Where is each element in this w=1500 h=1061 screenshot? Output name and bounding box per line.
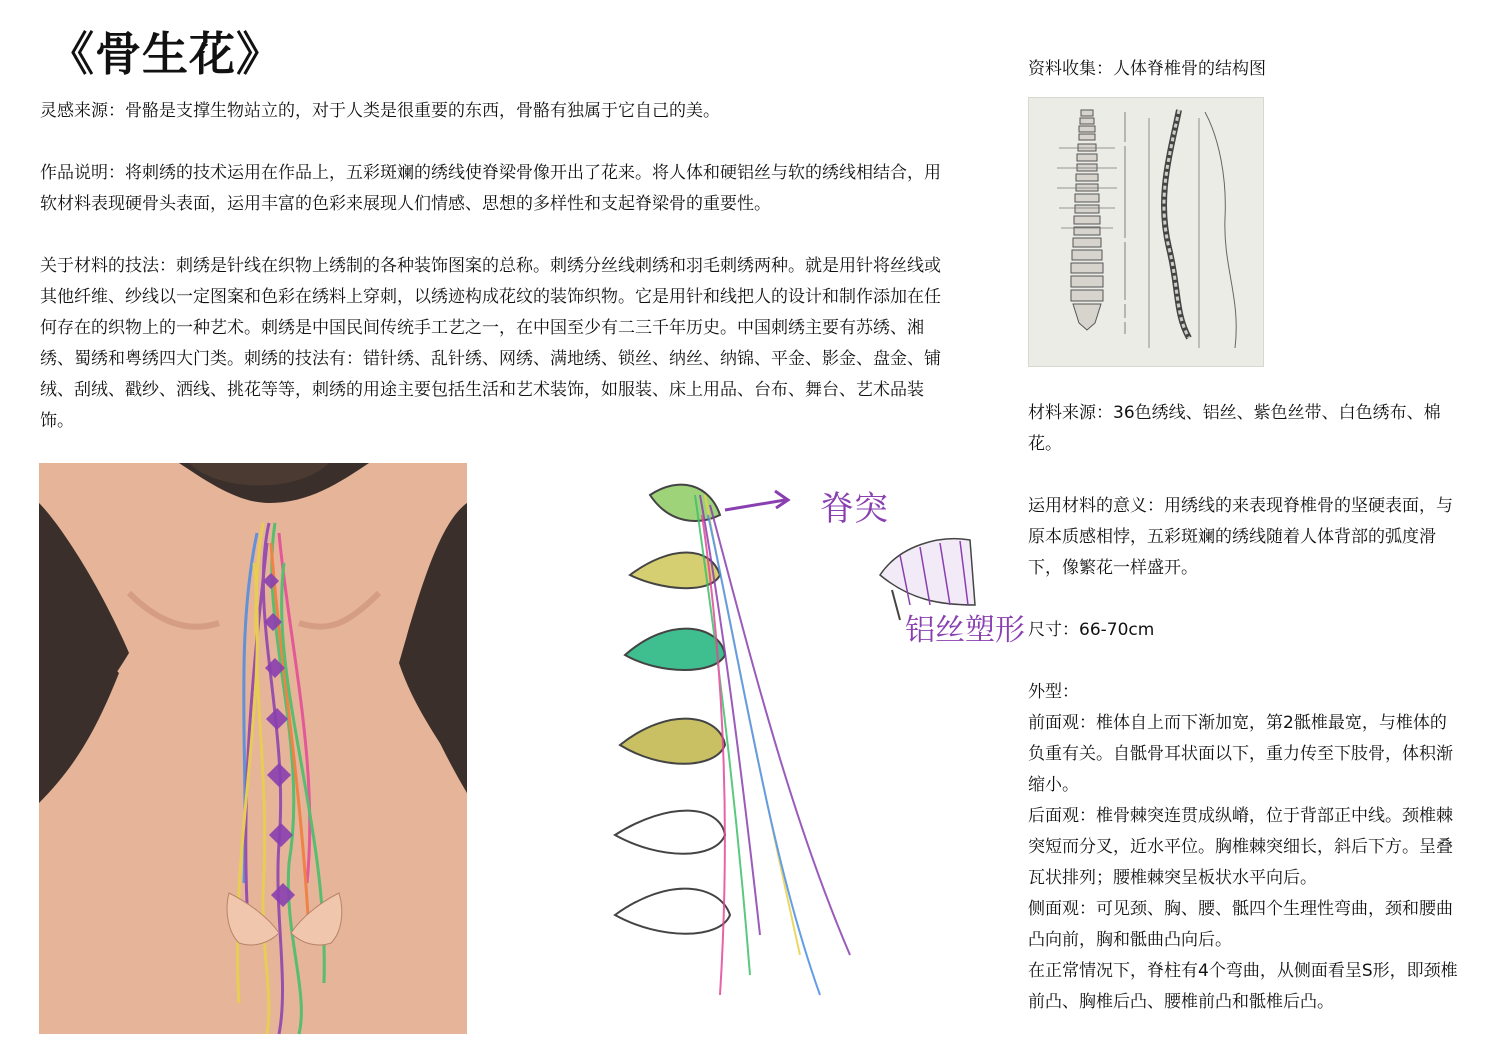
design-sketch bbox=[520, 455, 1025, 1035]
back-painting-image bbox=[39, 463, 467, 1034]
technique-paragraph: 关于材料的技法：刺绣是针线在织物上绣制的各种装饰图案的总称。刺绣分丝线刺绣和羽毛刺绣两种。就是用针将丝线或其他纤维、纱线以一定图案和色彩在绣料上穿刺，以绣迹构成花纹的装饰织物。它是用针和线把人的设计和制作添加在任何存在的织物上的一种艺术。刺绣是中国民间传统手工艺之一，在中国至少有二三千年历史。中国刺绣主要有苏绣、湘绣、蜀绣和粤绣四大门类。刺绣的技法有：错针绣、乱针绣、网绣、满地绣、锁丝、纳丝、纳锦、平金、影金、盘金、铺绒、刮绒、戳纱、洒线、挑花等等，刺绣的用途主要包括生活和艺术装饰，如服装、床上用品、台布、舞台、艺术品装饰。 bbox=[40, 256, 941, 431]
sketch-label-top: 脊突 bbox=[820, 489, 888, 529]
inspiration-paragraph: 灵感来源：骨骼是支撑生物站立的，对于人类是很重要的东西，骨骼有独属于它自己的美。 bbox=[40, 101, 720, 121]
text-column-left bbox=[40, 96, 952, 468]
sketch-label-wire: 铝丝塑形 bbox=[905, 613, 1025, 648]
back-view-paragraph: 后面观：椎骨棘突连贯成纵嵴，位于背部正中线。颈椎棘突短而分叉，近水平位。胸椎棘突细长，斜后下方。呈叠瓦状排列；腰椎棘突呈板状水平向后。 bbox=[1028, 806, 1453, 888]
side-view-paragraph: 侧面观：可见颈、胸、腰、骶四个生理性弯曲，颈和腰曲凸向前，胸和骶曲凸向后。 bbox=[1028, 899, 1453, 950]
spine-diagram bbox=[1029, 98, 1263, 366]
meaning-paragraph: 运用材料的意义：用绣线的来表现脊椎骨的坚硬表面，与原本质感相悖，五彩斑斓的绣线随着人体背部的弧度滑下，像繁花一样盛开。 bbox=[1028, 496, 1453, 578]
materials-paragraph: 材料来源：36色绣线、铝丝、紫色丝带、白色绣布、棉花。 bbox=[1028, 403, 1441, 454]
description-paragraph: 作品说明：将刺绣的技术运用在作品上，五彩斑斓的绣线使脊梁骨像开出了花来。将人体和硬铝丝与软的绣线相结合，用软材料表现硬骨头表面，运用丰富的色彩来展现人们情感、思想的多样性和支起脊梁骨的重要性。 bbox=[40, 163, 941, 214]
normal-curve-paragraph: 在正常情况下，脊柱有4个弯曲，从侧面看呈S形，即颈椎前凸、胸椎后凸、腰椎前凸和骶椎后凸。 bbox=[1028, 961, 1458, 1012]
spine-structure-image bbox=[1028, 97, 1264, 367]
front-view-paragraph: 前面观：椎体自上而下渐加宽，第2骶椎最宽，与椎体的负重有关。自骶骨耳状面以下，重力传至下肢骨，体积渐缩小。 bbox=[1028, 713, 1453, 795]
back-painting bbox=[39, 463, 467, 1034]
size-text: 尺寸：66-70cm bbox=[1028, 620, 1155, 640]
shape-heading: 外型： bbox=[1028, 682, 1079, 702]
page-title: 《骨生花》 bbox=[48, 27, 283, 81]
text-column-right bbox=[1028, 54, 1463, 1018]
research-heading: 资料收集：人体脊椎骨的结构图 bbox=[1028, 59, 1266, 79]
design-sketch-image bbox=[520, 455, 1025, 1035]
